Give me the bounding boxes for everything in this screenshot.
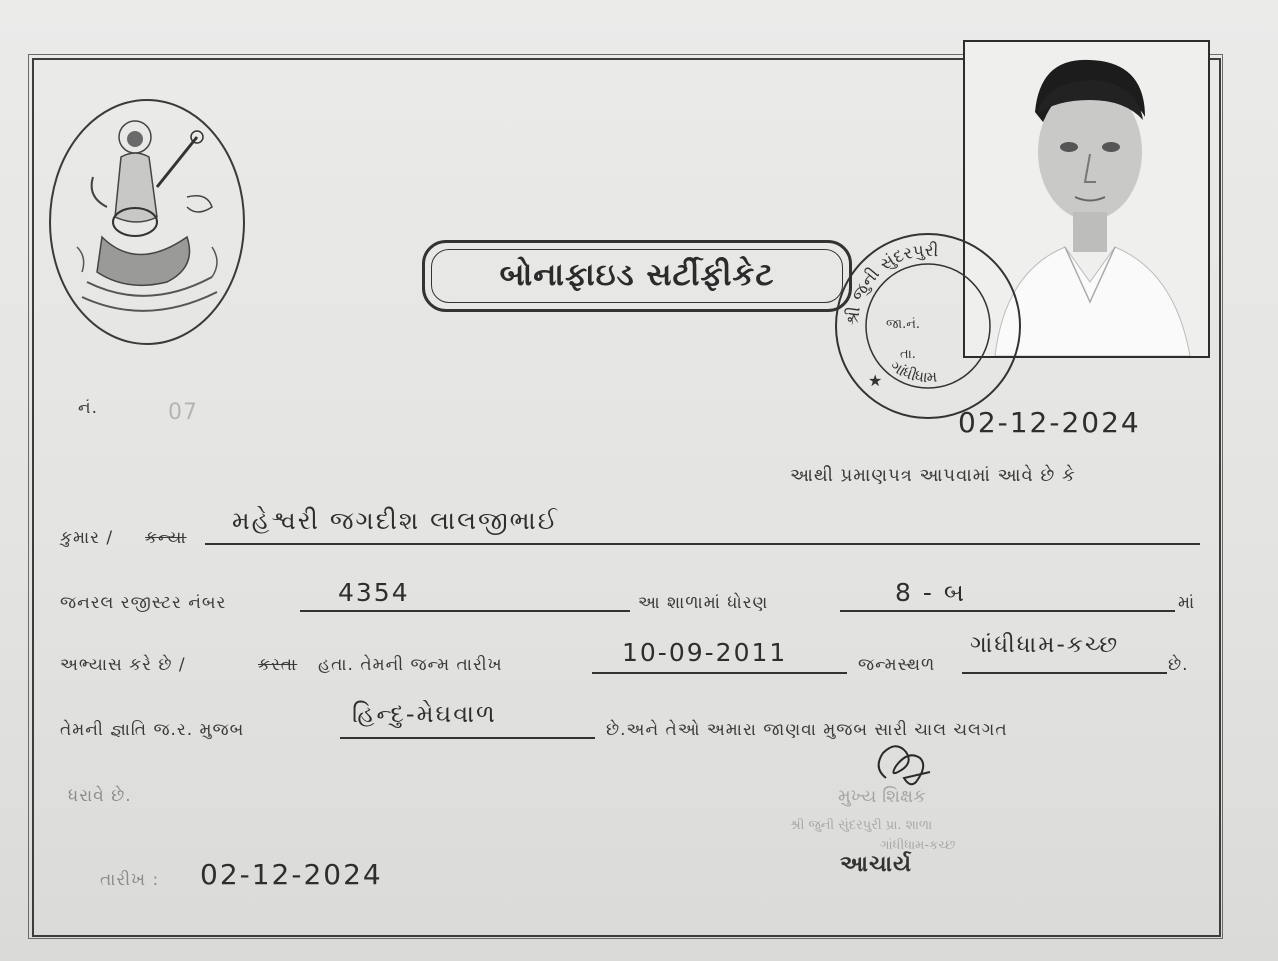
dob-underline xyxy=(592,672,847,674)
birthplace-suffix: છે. xyxy=(1168,655,1189,675)
caste-value: હિન્દુ-મેઘવાળ xyxy=(352,700,497,728)
intro-text: આથી પ્રમાણપત્ર આપવામાં આવે છે કે xyxy=(790,465,1076,486)
date-of-birth: 10-09-2011 xyxy=(622,638,788,667)
register-label: જનરલ રજીસ્ટર નંબર xyxy=(60,593,227,613)
certificate-title: બોનાફાઇડ સર્ટીફીકેટ xyxy=(499,257,775,293)
svg-text:શ્રી જુની સુંદરપુરી xyxy=(843,241,939,327)
principal-signature xyxy=(868,738,938,790)
study-label: અભ્યાસ કરે છે / xyxy=(60,655,186,675)
name-underline xyxy=(205,543,1200,545)
stamp-line-1: મુખ્ય શિક્ષક xyxy=(838,786,926,807)
study-label-strike: કરતા xyxy=(258,655,298,675)
std-underline xyxy=(840,610,1175,612)
saraswati-emblem-icon xyxy=(47,97,247,347)
principal-label: આચાર્ય xyxy=(840,852,912,877)
std-label: આ શાળામાં ધોરણ xyxy=(638,593,769,613)
name-label-kanya: કન્યા xyxy=(145,528,187,548)
birthplace-underline xyxy=(962,672,1167,674)
student-name: મહેશ્વરી જગદીશ લાલજીભાઈ xyxy=(232,506,560,535)
caste-underline xyxy=(340,737,595,739)
seal-star-icon: ★ xyxy=(868,371,883,390)
issue-date: 02-12-2024 xyxy=(200,858,383,891)
birthplace: ગાંધીધામ-કચ્છ xyxy=(970,632,1120,658)
register-number: 4354 xyxy=(338,578,410,607)
certificate-title-frame xyxy=(422,240,852,312)
conduct-end: ધરાવે છે. xyxy=(68,786,132,806)
school-seal xyxy=(828,226,1028,426)
std-value: 8 - બ xyxy=(895,578,966,607)
birthplace-label: જન્મસ્થળ xyxy=(858,655,936,675)
stamp-line-3: ગાંધીધામ-કચ્છ xyxy=(880,838,956,853)
caste-label: તેમની જ્ઞાતિ જ.ર. મુજબ xyxy=(60,720,245,740)
number-value: 07 xyxy=(168,400,198,425)
date-label: તારીખ : xyxy=(100,870,160,890)
seal-text: શ્રી જુની સુંદરપુરી xyxy=(842,240,939,327)
top-date: 02-12-2024 xyxy=(958,406,1141,439)
number-label: નં. xyxy=(78,398,99,418)
register-underline xyxy=(300,610,630,612)
conduct-text: છે.અને તેઓ અમારા જાણવા મુજબ સારી ચાલ ચલગત xyxy=(606,720,1008,740)
stamp-line-2: શ્રી જુની સુંદરપુરી પ્રા. શાળા xyxy=(790,818,933,833)
seal-jan-label: જા.નં. xyxy=(886,317,921,332)
seal-bottom-text: ગાંધીધામ xyxy=(887,356,938,387)
std-suffix: માં xyxy=(1178,593,1196,613)
name-label-kumar: કુમાર / xyxy=(60,528,114,548)
study-label-dob: હતા. તેમની જન્મ તારીખ xyxy=(318,655,503,675)
seal-ta-label: તા. xyxy=(900,347,916,362)
